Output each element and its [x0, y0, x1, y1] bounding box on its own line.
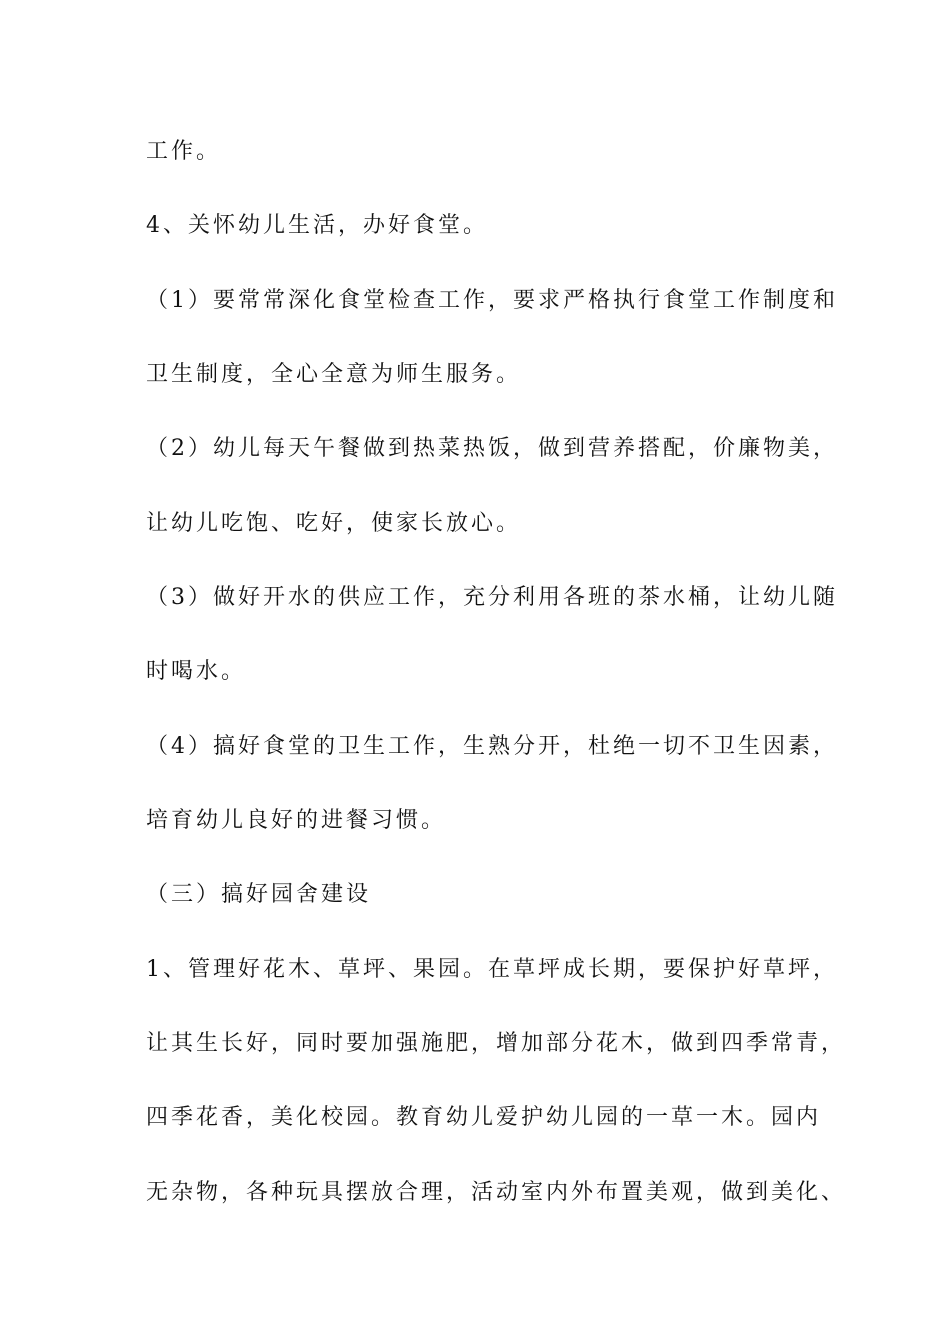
text-line: 让其生长好，同时要加强施肥，增加部分花木，做到四季常青，	[146, 1031, 847, 1056]
text-line: （3）做好开水的供应工作，充分利用各班的茶水桶，让幼儿随	[146, 585, 838, 610]
text-line: （1）要常常深化食堂检查工作，要求严格执行食堂工作制度和	[146, 288, 838, 313]
text-line: 时喝水。	[146, 659, 247, 684]
text-line: （4）搞好食堂的卫生工作，生熟分开，杜绝一切不卫生因素，	[146, 734, 838, 759]
text-line: 让幼儿吃饱、吃好，使家长放心。	[146, 511, 522, 536]
text-line: 工作。	[146, 139, 222, 164]
text-line: 卫生制度，全心全意为师生服务。	[146, 362, 522, 387]
text-line: （2）幼儿每天午餐做到热菜热饭，做到营养搭配，价廉物美，	[146, 436, 838, 461]
text-line: 4、关怀幼儿生活，办好食堂。	[146, 213, 488, 238]
text-line: 四季花香，美化校园。教育幼儿爱护幼儿园的一草一木。园内	[146, 1105, 822, 1130]
section-heading: （三）搞好园舍建设	[146, 882, 372, 907]
text-line: 1、管理好花木、草坪、果园。在草坪成长期，要保护好草坪，	[146, 957, 838, 982]
text-line: 培育幼儿良好的进餐习惯。	[146, 808, 447, 833]
text-line: 无杂物，各种玩具摆放合理，活动室内外布置美观，做到美化、	[146, 1180, 847, 1205]
